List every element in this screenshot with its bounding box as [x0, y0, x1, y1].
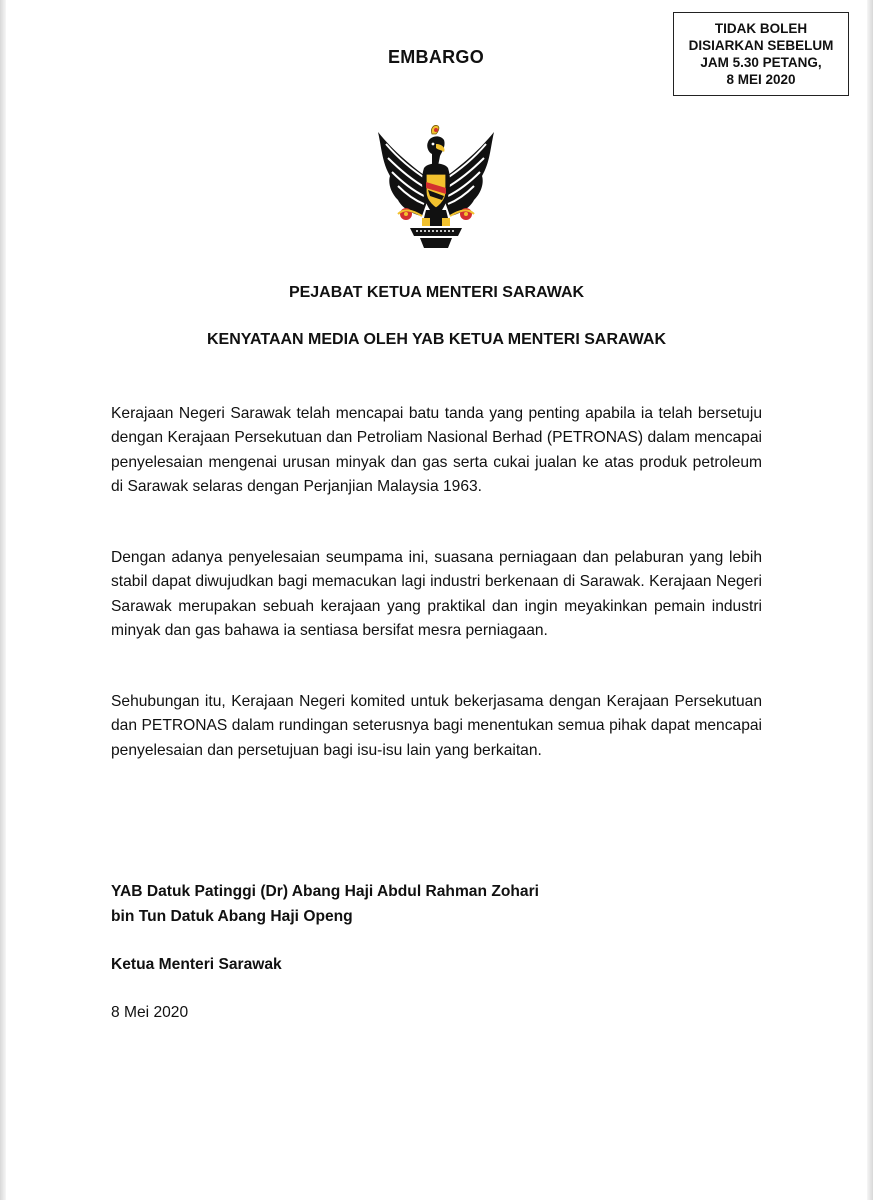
signatory-name: [111, 879, 539, 929]
embargo-label: EMBARGO: [387, 47, 485, 67]
embargo-notice-line: 8 MEI 2020: [726, 72, 796, 87]
signatory-name-line: bin Tun Datuk Abang Haji Openg: [111, 908, 353, 925]
signatory-title: Ketua Menteri Sarawak: [111, 956, 282, 973]
statement-heading: KENYATAAN MEDIA OLEH YAB KETUA MENTERI SARAWAK: [207, 331, 666, 348]
embargo-notice-line: TIDAK BOLEH: [714, 21, 808, 36]
page-edge-left: [0, 0, 6, 1200]
sarawak-coat-of-arms-icon: [376, 122, 496, 254]
embargo-notice-line: DISIARKAN SEBELUM: [688, 38, 834, 53]
office-heading: PEJABAT KETUA MENTERI SARAWAK: [288, 284, 585, 301]
body-paragraph: Dengan adanya penyelesaian seumpama ini, suasana perniagaan dan pelaburan yang lebih stabil dapat diwujudkan bagi memacukan lagi industri berkenaan di Sarawak. Kerajaan Negeri Sarawak merupakan sebuah kerajaan yang praktikal dan ingin meyakinkan pemain industri minyak dan gas bahawa ia sentiasa bersifat mesra perniagaan.: [111, 549, 762, 639]
embargo-notice-box: [673, 12, 849, 96]
statement-date: 8 Mei 2020: [111, 1004, 189, 1021]
signatory-name-line: YAB Datuk Patinggi (Dr) Abang Haji Abdul Rahman Zohari: [111, 883, 539, 900]
page-edge-right: [867, 0, 873, 1200]
body-paragraph: Kerajaan Negeri Sarawak telah mencapai batu tanda yang penting apabila ia telah bersetuju dengan Kerajaan Persekutuan dan Petroliam Nasional Berhad (PETRONAS) dalam mencapai penyelesaian mengenai urusan minyak dan gas serta cukai jualan ke atas produk petroleum di Sarawak selaras dengan Perjanjian Malaysia 1963.: [111, 405, 762, 495]
embargo-notice-line: JAM 5.30 PETANG,: [700, 55, 822, 70]
body-paragraph: Sehubungan itu, Kerajaan Negeri komited untuk bekerjasama dengan Kerajaan Persekutuan dan PETRONAS dalam rundingan seterusnya bagi menentukan semua pihak dapat mencapai penyelesaian dan persetujuan bagi isu-isu lain yang berkaitan.: [111, 693, 762, 759]
